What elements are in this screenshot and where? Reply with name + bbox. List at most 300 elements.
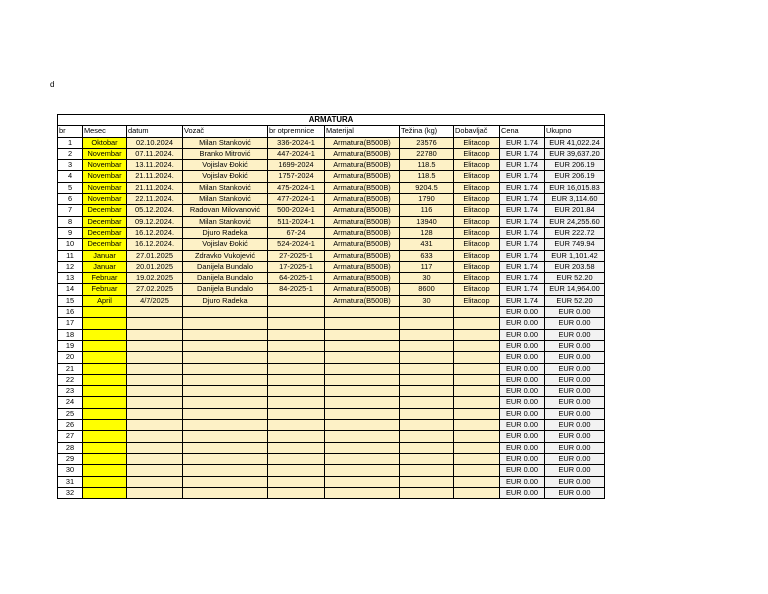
- cell-vozac[interactable]: [183, 318, 268, 329]
- cell-dobavljac[interactable]: [454, 476, 500, 487]
- cell-ukupno[interactable]: EUR 0.00: [545, 329, 605, 340]
- cell-ukupno[interactable]: EUR 0.00: [545, 431, 605, 442]
- cell-br[interactable]: 20: [58, 352, 83, 363]
- cell-otpremnica[interactable]: [268, 397, 325, 408]
- cell-otpremnica[interactable]: [268, 408, 325, 419]
- cell-ukupno[interactable]: EUR 0.00: [545, 352, 605, 363]
- cell-dobavljac[interactable]: [454, 453, 500, 464]
- cell-cena[interactable]: EUR 1.74: [500, 239, 545, 250]
- cell-vozac[interactable]: Milan Stanković: [183, 137, 268, 148]
- cell-vozac[interactable]: Radovan Milovanović: [183, 205, 268, 216]
- cell-cena[interactable]: EUR 1.74: [500, 295, 545, 306]
- cell-ukupno[interactable]: EUR 203.58: [545, 261, 605, 272]
- cell-datum[interactable]: 21.11.2024.: [127, 171, 183, 182]
- cell-cena[interactable]: EUR 0.00: [500, 307, 545, 318]
- cell-vozac[interactable]: [183, 329, 268, 340]
- cell-materijal[interactable]: [325, 318, 400, 329]
- cell-tezina[interactable]: [400, 340, 454, 351]
- cell-otpremnica[interactable]: [268, 465, 325, 476]
- cell-otpremnica[interactable]: 17-2025-1: [268, 261, 325, 272]
- cell-br[interactable]: 28: [58, 442, 83, 453]
- cell-otpremnica[interactable]: [268, 431, 325, 442]
- cell-cena[interactable]: EUR 1.74: [500, 227, 545, 238]
- cell-ukupno[interactable]: EUR 0.00: [545, 476, 605, 487]
- cell-tezina[interactable]: [400, 465, 454, 476]
- cell-mesec[interactable]: [83, 386, 127, 397]
- cell-mesec[interactable]: Decembar: [83, 216, 127, 227]
- header-otpremnica[interactable]: br otpremnice: [268, 126, 325, 137]
- cell-materijal[interactable]: [325, 476, 400, 487]
- cell-dobavljac[interactable]: Elitacop: [454, 205, 500, 216]
- cell-datum[interactable]: [127, 307, 183, 318]
- cell-br[interactable]: 9: [58, 227, 83, 238]
- cell-mesec[interactable]: Novembar: [83, 148, 127, 159]
- cell-mesec[interactable]: Februar: [83, 273, 127, 284]
- cell-tezina[interactable]: [400, 352, 454, 363]
- cell-mesec[interactable]: Novembar: [83, 171, 127, 182]
- cell-materijal[interactable]: [325, 453, 400, 464]
- header-tezina[interactable]: Težina (kg): [400, 126, 454, 137]
- cell-br[interactable]: 29: [58, 453, 83, 464]
- cell-datum[interactable]: 27.01.2025: [127, 250, 183, 261]
- cell-vozac[interactable]: [183, 442, 268, 453]
- cell-materijal[interactable]: [325, 487, 400, 498]
- cell-dobavljac[interactable]: Elitacop: [454, 148, 500, 159]
- cell-ukupno[interactable]: EUR 0.00: [545, 453, 605, 464]
- cell-dobavljac[interactable]: [454, 374, 500, 385]
- cell-ukupno[interactable]: EUR 222.72: [545, 227, 605, 238]
- cell-vozac[interactable]: Danijela Bundalo: [183, 273, 268, 284]
- cell-otpremnica[interactable]: [268, 442, 325, 453]
- cell-tezina[interactable]: [400, 318, 454, 329]
- cell-materijal[interactable]: [325, 408, 400, 419]
- cell-mesec[interactable]: Novembar: [83, 182, 127, 193]
- cell-cena[interactable]: EUR 1.74: [500, 171, 545, 182]
- cell-vozac[interactable]: Vojislav Đokić: [183, 171, 268, 182]
- cell-cena[interactable]: EUR 1.74: [500, 182, 545, 193]
- cell-br[interactable]: 25: [58, 408, 83, 419]
- cell-mesec[interactable]: Januar: [83, 250, 127, 261]
- cell-mesec[interactable]: [83, 408, 127, 419]
- cell-br[interactable]: 3: [58, 160, 83, 171]
- cell-ukupno[interactable]: EUR 206.19: [545, 171, 605, 182]
- cell-cena[interactable]: EUR 1.74: [500, 284, 545, 295]
- cell-datum[interactable]: 16.12.2024.: [127, 227, 183, 238]
- cell-vozac[interactable]: [183, 408, 268, 419]
- cell-datum[interactable]: [127, 465, 183, 476]
- cell-otpremnica[interactable]: [268, 329, 325, 340]
- cell-otpremnica[interactable]: 447-2024-1: [268, 148, 325, 159]
- cell-tezina[interactable]: [400, 363, 454, 374]
- cell-br[interactable]: 12: [58, 261, 83, 272]
- cell-otpremnica[interactable]: [268, 352, 325, 363]
- cell-materijal[interactable]: Armatura(B500B): [325, 239, 400, 250]
- header-ukupno[interactable]: Ukupno: [545, 126, 605, 137]
- cell-vozac[interactable]: [183, 340, 268, 351]
- cell-vozac[interactable]: [183, 386, 268, 397]
- cell-mesec[interactable]: Decembar: [83, 227, 127, 238]
- cell-br[interactable]: 5: [58, 182, 83, 193]
- cell-ukupno[interactable]: EUR 0.00: [545, 318, 605, 329]
- cell-vozac[interactable]: [183, 487, 268, 498]
- cell-dobavljac[interactable]: [454, 307, 500, 318]
- cell-tezina[interactable]: [400, 397, 454, 408]
- cell-materijal[interactable]: [325, 386, 400, 397]
- cell-materijal[interactable]: Armatura(B500B): [325, 273, 400, 284]
- cell-materijal[interactable]: [325, 329, 400, 340]
- cell-otpremnica[interactable]: [268, 420, 325, 431]
- cell-br[interactable]: 8: [58, 216, 83, 227]
- cell-ukupno[interactable]: EUR 0.00: [545, 363, 605, 374]
- cell-br[interactable]: 31: [58, 476, 83, 487]
- cell-mesec[interactable]: Decembar: [83, 205, 127, 216]
- cell-tezina[interactable]: [400, 420, 454, 431]
- cell-dobavljac[interactable]: [454, 397, 500, 408]
- cell-tezina[interactable]: 116: [400, 205, 454, 216]
- cell-cena[interactable]: EUR 0.00: [500, 318, 545, 329]
- cell-ukupno[interactable]: EUR 0.00: [545, 487, 605, 498]
- cell-mesec[interactable]: [83, 318, 127, 329]
- cell-mesec[interactable]: [83, 465, 127, 476]
- cell-materijal[interactable]: [325, 374, 400, 385]
- cell-mesec[interactable]: Decembar: [83, 239, 127, 250]
- cell-tezina[interactable]: 118.5: [400, 160, 454, 171]
- cell-otpremnica[interactable]: [268, 307, 325, 318]
- cell-br[interactable]: 15: [58, 295, 83, 306]
- cell-materijal[interactable]: [325, 307, 400, 318]
- cell-vozac[interactable]: Djuro Radeka: [183, 227, 268, 238]
- cell-br[interactable]: 26: [58, 420, 83, 431]
- cell-mesec[interactable]: [83, 329, 127, 340]
- cell-tezina[interactable]: [400, 408, 454, 419]
- cell-br[interactable]: 7: [58, 205, 83, 216]
- cell-cena[interactable]: EUR 1.74: [500, 160, 545, 171]
- cell-datum[interactable]: [127, 329, 183, 340]
- cell-otpremnica[interactable]: 84-2025-1: [268, 284, 325, 295]
- cell-cena[interactable]: EUR 0.00: [500, 453, 545, 464]
- cell-materijal[interactable]: Armatura(B500B): [325, 227, 400, 238]
- cell-vozac[interactable]: Milan Stanković: [183, 194, 268, 205]
- header-dobavljac[interactable]: Dobavljač: [454, 126, 500, 137]
- cell-cena[interactable]: EUR 0.00: [500, 329, 545, 340]
- cell-dobavljac[interactable]: Elitacop: [454, 295, 500, 306]
- cell-materijal[interactable]: [325, 352, 400, 363]
- cell-dobavljac[interactable]: Elitacop: [454, 261, 500, 272]
- cell-cena[interactable]: EUR 0.00: [500, 408, 545, 419]
- cell-datum[interactable]: [127, 453, 183, 464]
- cell-br[interactable]: 23: [58, 386, 83, 397]
- cell-otpremnica[interactable]: [268, 374, 325, 385]
- cell-dobavljac[interactable]: [454, 487, 500, 498]
- cell-br[interactable]: 30: [58, 465, 83, 476]
- cell-dobavljac[interactable]: Elitacop: [454, 182, 500, 193]
- cell-mesec[interactable]: Novembar: [83, 194, 127, 205]
- cell-dobavljac[interactable]: [454, 465, 500, 476]
- cell-materijal[interactable]: Armatura(B500B): [325, 216, 400, 227]
- cell-tezina[interactable]: [400, 374, 454, 385]
- cell-materijal[interactable]: [325, 442, 400, 453]
- cell-dobavljac[interactable]: [454, 431, 500, 442]
- cell-cena[interactable]: EUR 0.00: [500, 340, 545, 351]
- cell-dobavljac[interactable]: Elitacop: [454, 250, 500, 261]
- cell-otpremnica[interactable]: 511-2024-1: [268, 216, 325, 227]
- cell-dobavljac[interactable]: Elitacop: [454, 284, 500, 295]
- cell-datum[interactable]: 19.02.2025: [127, 273, 183, 284]
- cell-br[interactable]: 24: [58, 397, 83, 408]
- cell-vozac[interactable]: Milan Stanković: [183, 182, 268, 193]
- cell-datum[interactable]: [127, 374, 183, 385]
- cell-cena[interactable]: EUR 0.00: [500, 487, 545, 498]
- cell-ukupno[interactable]: EUR 52.20: [545, 273, 605, 284]
- cell-mesec[interactable]: Januar: [83, 261, 127, 272]
- cell-datum[interactable]: [127, 442, 183, 453]
- cell-datum[interactable]: 27.02.2025: [127, 284, 183, 295]
- cell-tezina[interactable]: 118.5: [400, 171, 454, 182]
- header-datum[interactable]: datum: [127, 126, 183, 137]
- cell-mesec[interactable]: [83, 363, 127, 374]
- cell-datum[interactable]: 21.11.2024.: [127, 182, 183, 193]
- cell-ukupno[interactable]: EUR 39,637.20: [545, 148, 605, 159]
- cell-dobavljac[interactable]: Elitacop: [454, 216, 500, 227]
- cell-vozac[interactable]: Zdravko Vukojević: [183, 250, 268, 261]
- cell-br[interactable]: 14: [58, 284, 83, 295]
- cell-datum[interactable]: [127, 487, 183, 498]
- cell-cena[interactable]: EUR 1.74: [500, 148, 545, 159]
- cell-ukupno[interactable]: EUR 0.00: [545, 397, 605, 408]
- cell-materijal[interactable]: Armatura(B500B): [325, 295, 400, 306]
- cell-vozac[interactable]: [183, 420, 268, 431]
- cell-cena[interactable]: EUR 1.74: [500, 205, 545, 216]
- cell-tezina[interactable]: 128: [400, 227, 454, 238]
- cell-mesec[interactable]: Novembar: [83, 160, 127, 171]
- header-materijal[interactable]: Materijal: [325, 126, 400, 137]
- cell-dobavljac[interactable]: [454, 318, 500, 329]
- cell-cena[interactable]: EUR 1.74: [500, 194, 545, 205]
- cell-vozac[interactable]: [183, 352, 268, 363]
- cell-otpremnica[interactable]: [268, 386, 325, 397]
- cell-tezina[interactable]: [400, 476, 454, 487]
- cell-br[interactable]: 1: [58, 137, 83, 148]
- cell-vozac[interactable]: Milan Stanković: [183, 216, 268, 227]
- cell-mesec[interactable]: Oktobar: [83, 137, 127, 148]
- cell-otpremnica[interactable]: 27-2025-1: [268, 250, 325, 261]
- cell-br[interactable]: 17: [58, 318, 83, 329]
- cell-ukupno[interactable]: EUR 749.94: [545, 239, 605, 250]
- cell-cena[interactable]: EUR 0.00: [500, 442, 545, 453]
- cell-mesec[interactable]: [83, 352, 127, 363]
- cell-materijal[interactable]: Armatura(B500B): [325, 137, 400, 148]
- cell-br[interactable]: 16: [58, 307, 83, 318]
- cell-datum[interactable]: [127, 340, 183, 351]
- cell-ukupno[interactable]: EUR 0.00: [545, 307, 605, 318]
- cell-mesec[interactable]: [83, 431, 127, 442]
- cell-otpremnica[interactable]: 64-2025-1: [268, 273, 325, 284]
- cell-otpremnica[interactable]: [268, 295, 325, 306]
- cell-ukupno[interactable]: EUR 52.20: [545, 295, 605, 306]
- cell-otpremnica[interactable]: [268, 453, 325, 464]
- cell-ukupno[interactable]: EUR 0.00: [545, 408, 605, 419]
- header-vozac[interactable]: Vozač: [183, 126, 268, 137]
- cell-datum[interactable]: 05.12.2024.: [127, 205, 183, 216]
- cell-ukupno[interactable]: EUR 16,015.83: [545, 182, 605, 193]
- cell-br[interactable]: 21: [58, 363, 83, 374]
- cell-ukupno[interactable]: EUR 24,255.60: [545, 216, 605, 227]
- cell-datum[interactable]: 20.01.2025: [127, 261, 183, 272]
- cell-br[interactable]: 11: [58, 250, 83, 261]
- cell-tezina[interactable]: 8600: [400, 284, 454, 295]
- cell-datum[interactable]: [127, 476, 183, 487]
- cell-dobavljac[interactable]: Elitacop: [454, 160, 500, 171]
- cell-cena[interactable]: EUR 0.00: [500, 476, 545, 487]
- header-cena[interactable]: Cena: [500, 126, 545, 137]
- cell-otpremnica[interactable]: [268, 340, 325, 351]
- cell-cena[interactable]: EUR 1.74: [500, 273, 545, 284]
- cell-tezina[interactable]: 30: [400, 273, 454, 284]
- cell-vozac[interactable]: [183, 307, 268, 318]
- cell-cena[interactable]: EUR 0.00: [500, 397, 545, 408]
- cell-cena[interactable]: EUR 1.74: [500, 250, 545, 261]
- cell-cena[interactable]: EUR 0.00: [500, 352, 545, 363]
- cell-materijal[interactable]: Armatura(B500B): [325, 194, 400, 205]
- cell-otpremnica[interactable]: [268, 363, 325, 374]
- cell-tezina[interactable]: 9204.5: [400, 182, 454, 193]
- table-title[interactable]: ARMATURA: [58, 115, 605, 126]
- cell-datum[interactable]: [127, 352, 183, 363]
- cell-materijal[interactable]: Armatura(B500B): [325, 284, 400, 295]
- cell-ukupno[interactable]: EUR 1,101.42: [545, 250, 605, 261]
- cell-tezina[interactable]: 30: [400, 295, 454, 306]
- cell-dobavljac[interactable]: [454, 386, 500, 397]
- cell-ukupno[interactable]: EUR 41,022.24: [545, 137, 605, 148]
- cell-vozac[interactable]: Danijela Bundalo: [183, 284, 268, 295]
- cell-otpremnica[interactable]: [268, 318, 325, 329]
- cell-mesec[interactable]: [83, 307, 127, 318]
- cell-otpremnica[interactable]: 475-2024-1: [268, 182, 325, 193]
- cell-datum[interactable]: [127, 386, 183, 397]
- cell-cena[interactable]: EUR 0.00: [500, 363, 545, 374]
- cell-cena[interactable]: EUR 0.00: [500, 374, 545, 385]
- cell-cena[interactable]: EUR 0.00: [500, 465, 545, 476]
- cell-mesec[interactable]: [83, 453, 127, 464]
- cell-cena[interactable]: EUR 1.74: [500, 261, 545, 272]
- cell-vozac[interactable]: Djuro Radeka: [183, 295, 268, 306]
- cell-materijal[interactable]: Armatura(B500B): [325, 205, 400, 216]
- cell-cena[interactable]: EUR 1.74: [500, 137, 545, 148]
- cell-cena[interactable]: EUR 0.00: [500, 431, 545, 442]
- cell-datum[interactable]: 4/7/2025: [127, 295, 183, 306]
- cell-otpremnica[interactable]: [268, 476, 325, 487]
- cell-br[interactable]: 19: [58, 340, 83, 351]
- cell-otpremnica[interactable]: 336-2024-1: [268, 137, 325, 148]
- cell-otpremnica[interactable]: 1757-2024: [268, 171, 325, 182]
- cell-materijal[interactable]: [325, 397, 400, 408]
- cell-vozac[interactable]: [183, 397, 268, 408]
- cell-vozac[interactable]: Vojislav Đokić: [183, 239, 268, 250]
- cell-mesec[interactable]: [83, 420, 127, 431]
- cell-datum[interactable]: [127, 363, 183, 374]
- cell-tezina[interactable]: 13940: [400, 216, 454, 227]
- cell-mesec[interactable]: [83, 340, 127, 351]
- cell-otpremnica[interactable]: 477-2024-1: [268, 194, 325, 205]
- cell-mesec[interactable]: Februar: [83, 284, 127, 295]
- cell-materijal[interactable]: [325, 340, 400, 351]
- cell-dobavljac[interactable]: [454, 408, 500, 419]
- cell-otpremnica[interactable]: 500-2024-1: [268, 205, 325, 216]
- cell-otpremnica[interactable]: [268, 487, 325, 498]
- cell-datum[interactable]: 07.11.2024.: [127, 148, 183, 159]
- cell-materijal[interactable]: Armatura(B500B): [325, 261, 400, 272]
- cell-ukupno[interactable]: EUR 0.00: [545, 465, 605, 476]
- cell-vozac[interactable]: [183, 465, 268, 476]
- cell-br[interactable]: 6: [58, 194, 83, 205]
- cell-vozac[interactable]: [183, 476, 268, 487]
- cell-vozac[interactable]: Danijela Bundalo: [183, 261, 268, 272]
- cell-mesec[interactable]: [83, 397, 127, 408]
- cell-mesec[interactable]: [83, 476, 127, 487]
- cell-dobavljac[interactable]: [454, 352, 500, 363]
- cell-ukupno[interactable]: EUR 0.00: [545, 374, 605, 385]
- cell-materijal[interactable]: Armatura(B500B): [325, 250, 400, 261]
- cell-vozac[interactable]: Branko Mitrović: [183, 148, 268, 159]
- cell-tezina[interactable]: 1790: [400, 194, 454, 205]
- header-br[interactable]: br: [58, 126, 83, 137]
- header-mesec[interactable]: Mesec: [83, 126, 127, 137]
- cell-tezina[interactable]: [400, 386, 454, 397]
- cell-ukupno[interactable]: EUR 14,964.00: [545, 284, 605, 295]
- cell-mesec[interactable]: [83, 487, 127, 498]
- cell-cena[interactable]: EUR 0.00: [500, 420, 545, 431]
- cell-tezina[interactable]: 22780: [400, 148, 454, 159]
- cell-tezina[interactable]: 23576: [400, 137, 454, 148]
- cell-dobavljac[interactable]: Elitacop: [454, 137, 500, 148]
- cell-tezina[interactable]: [400, 307, 454, 318]
- cell-cena[interactable]: EUR 1.74: [500, 216, 545, 227]
- cell-datum[interactable]: [127, 318, 183, 329]
- cell-dobavljac[interactable]: Elitacop: [454, 194, 500, 205]
- cell-dobavljac[interactable]: Elitacop: [454, 227, 500, 238]
- cell-vozac[interactable]: [183, 453, 268, 464]
- cell-materijal[interactable]: Armatura(B500B): [325, 148, 400, 159]
- cell-datum[interactable]: [127, 420, 183, 431]
- cell-dobavljac[interactable]: Elitacop: [454, 273, 500, 284]
- cell-mesec[interactable]: [83, 374, 127, 385]
- cell-ukupno[interactable]: EUR 206.19: [545, 160, 605, 171]
- cell-tezina[interactable]: 633: [400, 250, 454, 261]
- cell-ukupno[interactable]: EUR 0.00: [545, 420, 605, 431]
- cell-tezina[interactable]: [400, 487, 454, 498]
- cell-dobavljac[interactable]: [454, 329, 500, 340]
- cell-materijal[interactable]: [325, 431, 400, 442]
- cell-datum[interactable]: 02.10.2024: [127, 137, 183, 148]
- cell-dobavljac[interactable]: Elitacop: [454, 171, 500, 182]
- cell-dobavljac[interactable]: [454, 363, 500, 374]
- cell-datum[interactable]: 13.11.2024.: [127, 160, 183, 171]
- cell-ukupno[interactable]: EUR 0.00: [545, 340, 605, 351]
- cell-vozac[interactable]: Vojislav Đokić: [183, 160, 268, 171]
- cell-dobavljac[interactable]: [454, 340, 500, 351]
- cell-datum[interactable]: 16.12.2024.: [127, 239, 183, 250]
- cell-vozac[interactable]: [183, 363, 268, 374]
- cell-materijal[interactable]: Armatura(B500B): [325, 171, 400, 182]
- cell-mesec[interactable]: [83, 442, 127, 453]
- cell-datum[interactable]: [127, 397, 183, 408]
- cell-vozac[interactable]: [183, 431, 268, 442]
- cell-tezina[interactable]: 117: [400, 261, 454, 272]
- cell-dobavljac[interactable]: Elitacop: [454, 239, 500, 250]
- cell-vozac[interactable]: [183, 374, 268, 385]
- cell-ukupno[interactable]: EUR 201.84: [545, 205, 605, 216]
- cell-datum[interactable]: 22.11.2024.: [127, 194, 183, 205]
